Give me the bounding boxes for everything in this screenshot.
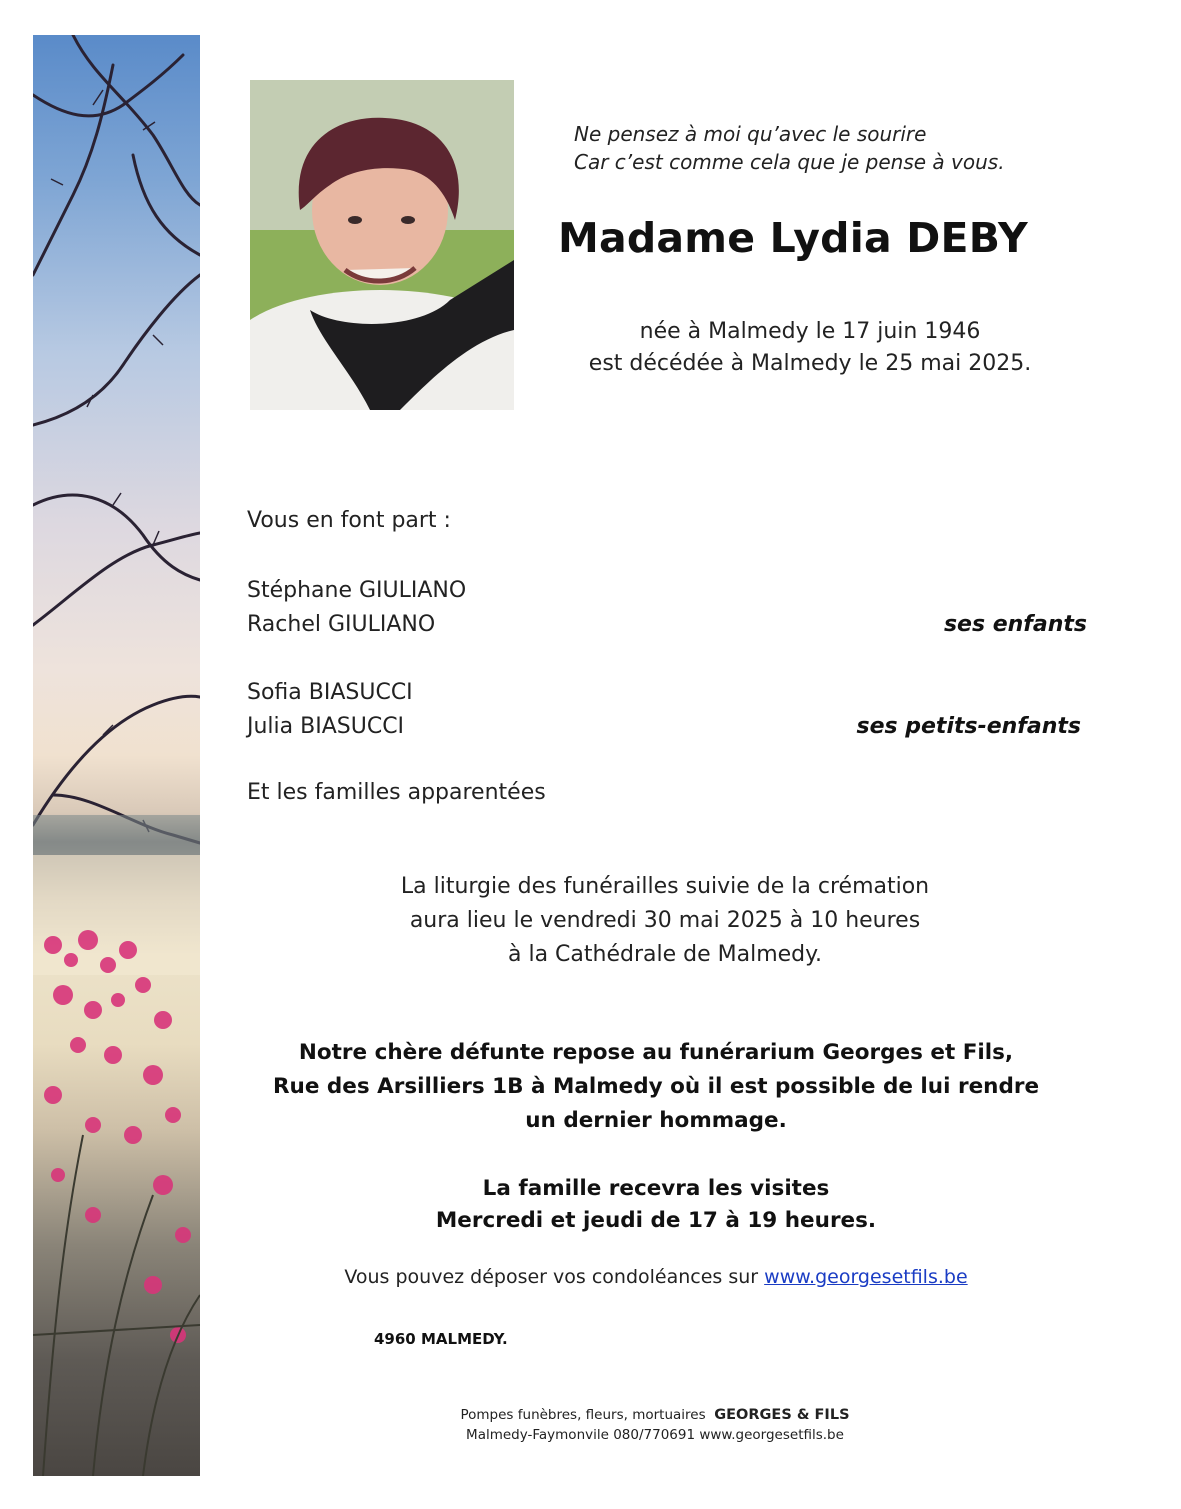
portrait-photo — [250, 80, 514, 410]
repose-line-2: Rue des Arsilliers 1B à Malmedy où il est possible de lui rendre — [272, 1074, 1040, 1099]
repose-line-3: un dernier hommage. — [525, 1108, 787, 1133]
decorative-banner — [33, 35, 200, 1476]
visit-details — [256, 1173, 1056, 1237]
repose-line-1: Notre chère défunte repose au funérarium Georges et Fils, — [298, 1040, 1014, 1065]
family-member: Rachel GIULIANO — [247, 612, 436, 637]
quote-line-1: Ne pensez à moi qu’avec le sourire — [574, 122, 927, 146]
family-member: Julia BIASUCCI — [247, 714, 405, 739]
visits-line-2: Mercredi et jeudi de 17 à 19 heures. — [435, 1208, 877, 1233]
funeral-home-footer — [330, 1405, 980, 1445]
footer-services: Pompes funèbres, fleurs, mortuaires — [460, 1407, 706, 1423]
branches-illustration — [33, 35, 200, 1476]
family-group-grandchildren — [247, 676, 1087, 744]
footer-contact: Malmedy-Faymonvile 080/770691 www.georgesetfils.be — [466, 1427, 844, 1443]
portrait-illustration — [250, 80, 514, 410]
liturgy-line-3: à la Cathédrale de Malmedy. — [507, 942, 822, 967]
family-relation: ses enfants — [943, 612, 1087, 637]
liturgy-line-2: aura lieu le vendredi 30 mai 2025 à 10 heures — [409, 908, 921, 933]
condolences-link[interactable]: www.georgesetfils.be — [764, 1266, 968, 1288]
memorial-quote — [574, 120, 1134, 176]
family-member: Sofia BIASUCCI — [247, 680, 413, 705]
condolences-line — [220, 1266, 1092, 1288]
announcement-heading: Vous en font part : — [247, 508, 451, 533]
repose-details — [222, 1036, 1090, 1138]
related-families: Et les familles apparentées — [247, 780, 546, 805]
footer-brand: GEORGES & FILS — [714, 1407, 850, 1423]
condolences-text: Vous pouvez déposer vos condoléances sur — [344, 1266, 759, 1288]
birth-line: née à Malmedy le 17 juin 1946 — [639, 319, 981, 344]
birth-death-dates — [540, 316, 1080, 380]
death-line: est décédée à Malmedy le 25 mai 2025. — [588, 351, 1032, 376]
postcode: 4960 MALMEDY. — [374, 1330, 508, 1348]
family-group-children — [247, 574, 1087, 642]
liturgy-details — [265, 870, 1065, 972]
deceased-name: Madame Lydia DEBY — [558, 214, 1028, 262]
quote-line-2: Car c’est comme cela que je pense à vous. — [574, 150, 1005, 174]
family-member: Stéphane GIULIANO — [247, 578, 467, 603]
liturgy-line-1: La liturgie des funérailles suivie de la crémation — [400, 874, 930, 899]
family-relation: ses petits-enfants — [856, 714, 1081, 739]
visits-line-1: La famille recevra les visites — [482, 1176, 830, 1201]
